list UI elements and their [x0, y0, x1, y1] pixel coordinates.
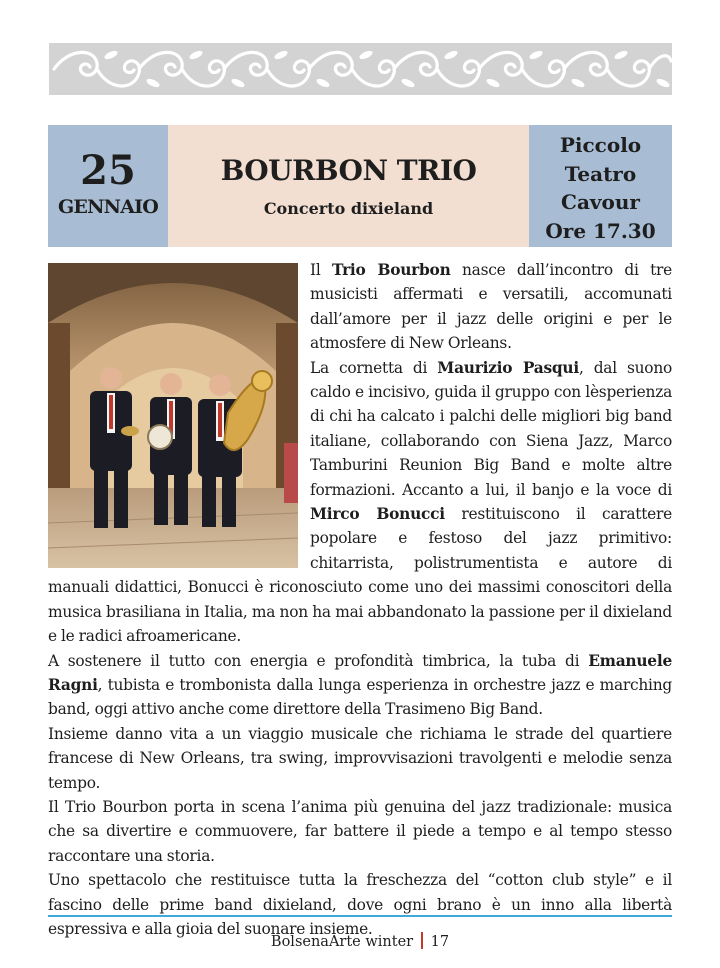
decorative-ornament-banner: [49, 43, 672, 95]
event-subtitle: Concerto dixieland: [263, 199, 434, 218]
article-paragraph: Uno spettacolo che restituisce tutta la freschezza del “cotton club style” e il fascino delle prime band dixieland, dove ogni brano è un inno alla libertà espressiva e alla gioia del suonare insieme.: [48, 871, 672, 938]
venue-line: Piccolo: [559, 133, 642, 157]
article-paragraph: Insieme danno vita a un viaggio musicale che richiama le strade del quartiere francese di New Orleans, tra swing, improvvisazioni travolgenti e melodie senza tempo.: [48, 724, 672, 792]
event-title: BOURBON TRIO: [220, 154, 477, 187]
publication-name: BolsenaArte winter: [270, 934, 414, 950]
scroll-ornament-icon: [49, 43, 672, 95]
event-date-box: [48, 125, 168, 247]
band-name: Trio Bourbon: [331, 261, 451, 279]
article-paragraph: Il Trio Bourbon nasce dall’incontro di tre musicisti affermati e versatili, accomunati dall’amore per il jazz delle origini e per le atmosfere di New Orleans.: [310, 261, 672, 353]
event-day: 25: [80, 147, 136, 194]
footer-separator: [421, 932, 423, 949]
event-venue-box: [529, 125, 672, 247]
musician-name: Maurizio Pasqui: [437, 358, 579, 377]
event-header: [48, 125, 672, 247]
article-body: [48, 258, 672, 941]
event-title-box: [168, 125, 529, 247]
page-number: 17: [430, 934, 450, 950]
venue-line: Teatro: [564, 161, 637, 186]
musician-name: Mirco Bonucci: [310, 505, 445, 524]
article-paragraph: A sostenere il tutto con energia e profondità timbrica, la tuba di Emanuele Ragni, tubista e trombonista dalla lunga esperienza in orchestre jazz e marching band, oggi attivo anche come direttore della Trasimeno Big Band.: [48, 651, 672, 719]
venue-line: Cavour: [561, 190, 640, 214]
article-paragraph: Il Trio Bourbon porta in scena l’anima più genuina del jazz tradizionale: musica che sa divertire e commuovere, far battere il piede a tempo e al tempo stesso raccontare una storia.: [48, 797, 672, 865]
article-paragraph: La cornetta di Maurizio Pasqui, dal suono caldo e incisivo, guida il gruppo con lèsperienza di chi ha calcato i palchi delle migliori big band italiane, collaborando con Siena Jazz, Marco Tamburini Reunion Big Band e molte altre formazioni. Accanto a lui, il banjo e la voce di Mirco Bonucci restituiscono il carattere popolare e festoso del jazz primitivo: chitarrista, polistrumentista e autore di manuali didattici, Bonucci è riconosciuto come uno dei massimi conoscitori della musica brasiliana in Italia, ma non ha mai abbandonato la passione per il dixieland e le radici afroamericane.: [48, 358, 672, 646]
musician-name: Emanuele Ragni: [48, 651, 672, 694]
event-time: Ore 17.30: [545, 218, 656, 243]
event-month: GENNAIO: [57, 196, 159, 218]
page-footer: [0, 932, 720, 952]
footer-rule: [48, 915, 672, 917]
